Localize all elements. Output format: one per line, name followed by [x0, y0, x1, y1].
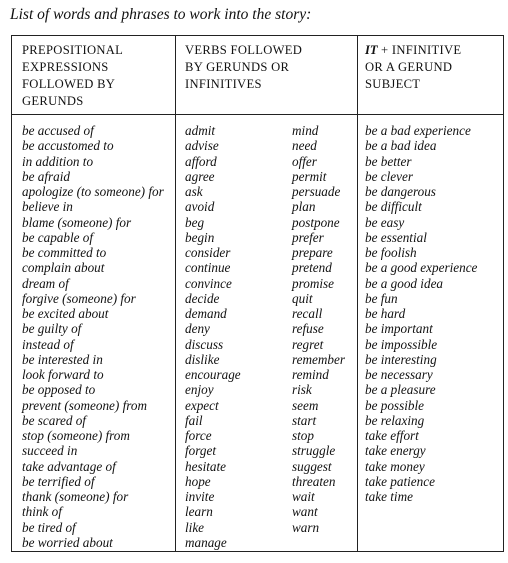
list-item: believe in: [22, 199, 73, 215]
list-item: think of: [22, 504, 62, 520]
list-item: ask: [185, 184, 203, 199]
list-item: threaten: [292, 473, 336, 489]
list-item: fail: [185, 412, 203, 428]
column-divider: [175, 36, 176, 551]
list-item: hesitate: [185, 458, 227, 474]
list-item: be excited about: [22, 306, 109, 321]
list-item: apologize (to someone) for: [22, 184, 164, 199]
list-item: encourage: [185, 367, 241, 382]
header-prepositional-expressions: [22, 42, 123, 110]
list-item: quit: [292, 290, 313, 306]
header-verbs: [185, 42, 302, 93]
list-item: be clever: [365, 168, 413, 184]
header-plus-infinitive: + INFINITIVE: [377, 43, 462, 57]
header-it: IT: [365, 43, 378, 57]
list-item: discuss: [185, 336, 224, 352]
list-item: offer: [292, 153, 317, 169]
list-item: take advantage of: [22, 458, 116, 474]
header-line: SUBJECT: [365, 77, 421, 91]
list-item: manage: [185, 534, 227, 550]
header-line: VERBS FOLLOWED: [185, 43, 303, 57]
list-item: permit: [292, 168, 327, 184]
list-item: look forward to: [22, 367, 104, 382]
list-item: be opposed to: [22, 382, 96, 398]
list-item: thank (someone) for: [22, 489, 129, 504]
list-item: dislike: [185, 351, 220, 367]
list-item: seem: [292, 397, 319, 413]
list-item: be interesting: [365, 351, 437, 367]
list-item: risk: [292, 382, 312, 398]
list-item: prefer: [292, 229, 324, 245]
list-item: dream of: [22, 275, 69, 291]
prepositional-expressions-list: [22, 123, 164, 550]
list-item: enjoy: [185, 382, 214, 398]
list-item: stop (someone) from: [22, 428, 130, 443]
list-item: remember: [292, 351, 345, 367]
list-item: pretend: [292, 260, 332, 276]
header-line: [365, 42, 461, 59]
list-item: be accustomed to: [22, 138, 114, 154]
list-item: be scared of: [22, 412, 86, 428]
list-item: afford: [185, 153, 217, 169]
list-item: prevent (someone) from: [22, 397, 147, 413]
it-infinitive-list: [365, 123, 477, 504]
list-item: want: [292, 504, 318, 520]
list-item: forgive (someone) for: [22, 290, 136, 306]
header-line: PREPOSITIONAL: [22, 43, 124, 57]
list-item: be relaxing: [365, 412, 425, 428]
list-item: be tired of: [22, 519, 76, 535]
list-item: be guilty of: [22, 321, 82, 337]
list-item: regret: [292, 336, 324, 352]
list-item: be important: [365, 321, 433, 337]
column-divider: [357, 36, 358, 551]
list-item: plan: [292, 199, 316, 215]
list-item: hope: [185, 473, 211, 489]
list-item: consider: [185, 245, 231, 260]
header-line: EXPRESSIONS: [22, 60, 109, 74]
list-item: be fun: [365, 290, 398, 306]
list-item: take effort: [365, 428, 419, 443]
header-line: FOLLOWED BY: [22, 77, 116, 91]
list-item: be a bad idea: [365, 138, 437, 154]
list-item: refuse: [292, 321, 324, 337]
list-item: wait: [292, 489, 315, 504]
list-item: demand: [185, 306, 227, 321]
list-item: start: [292, 412, 317, 428]
list-item: begin: [185, 229, 215, 245]
list-item: admit: [185, 123, 216, 138]
list-item: be impossible: [365, 336, 438, 352]
list-item: learn: [185, 504, 213, 520]
list-item: deny: [185, 321, 210, 337]
list-item: take energy: [365, 443, 426, 459]
list-item: remind: [292, 367, 329, 382]
list-item: recall: [292, 306, 323, 321]
list-item: take patience: [365, 473, 435, 489]
header-divider: [12, 114, 503, 115]
list-item: persuade: [292, 184, 341, 199]
list-item: be committed to: [22, 245, 107, 260]
list-item: be possible: [365, 397, 424, 413]
page-caption: List of words and phrases to work into the story:: [10, 6, 312, 23]
header-line: GERUNDS: [22, 94, 84, 108]
list-item: struggle: [292, 443, 336, 459]
list-item: be hard: [365, 306, 406, 321]
header-line: BY GERUNDS OR: [185, 60, 290, 74]
list-item: like: [185, 519, 205, 535]
list-item: continue: [185, 260, 231, 276]
list-item: be a pleasure: [365, 382, 436, 398]
list-item: be capable of: [22, 229, 94, 245]
list-item: succeed in: [22, 443, 78, 459]
list-item: be foolish: [365, 245, 417, 260]
list-item: invite: [185, 489, 215, 504]
list-item: be a good idea: [365, 275, 444, 291]
list-item: be a bad experience: [365, 123, 471, 138]
list-item: decide: [185, 290, 220, 306]
list-item: force: [185, 428, 212, 443]
list-item: avoid: [185, 199, 215, 215]
list-item: be difficult: [365, 199, 422, 215]
list-item: expect: [185, 397, 219, 413]
list-item: forget: [185, 443, 217, 459]
list-item: blame (someone) for: [22, 214, 132, 230]
list-item: beg: [185, 214, 205, 230]
list-item: promise: [292, 275, 335, 291]
list-item: be better: [365, 153, 412, 169]
list-item: be accused of: [22, 123, 94, 138]
list-item: need: [292, 138, 317, 154]
list-item: take time: [365, 489, 413, 504]
list-item: agree: [185, 168, 215, 184]
list-item: warn: [292, 519, 320, 535]
list-item: postpone: [292, 214, 340, 230]
header-line: OR A GERUND: [365, 60, 453, 74]
list-item: be necessary: [365, 367, 433, 382]
header-it-infinitive: [365, 42, 461, 93]
list-item: be worried about: [22, 534, 113, 550]
list-item: take money: [365, 458, 425, 474]
list-item: be terrified of: [22, 473, 95, 489]
word-list-table: [11, 35, 504, 552]
list-item: be dangerous: [365, 184, 436, 199]
header-line: INFINITIVES: [185, 77, 262, 91]
list-item: in addition to: [22, 153, 94, 169]
list-item: be easy: [365, 214, 405, 230]
list-item: convince: [185, 275, 232, 291]
list-item: prepare: [292, 245, 333, 260]
list-item: be afraid: [22, 168, 70, 184]
verbs-list-b: [292, 123, 345, 535]
list-item: suggest: [292, 458, 332, 474]
list-item: be a good experience: [365, 260, 478, 276]
list-item: be essential: [365, 229, 427, 245]
list-item: mind: [292, 123, 319, 138]
list-item: complain about: [22, 260, 105, 276]
list-item: stop: [292, 428, 314, 443]
list-item: be interested in: [22, 351, 103, 367]
list-item: advise: [185, 138, 219, 154]
verbs-list-a: [185, 123, 241, 550]
list-item: instead of: [22, 336, 74, 352]
